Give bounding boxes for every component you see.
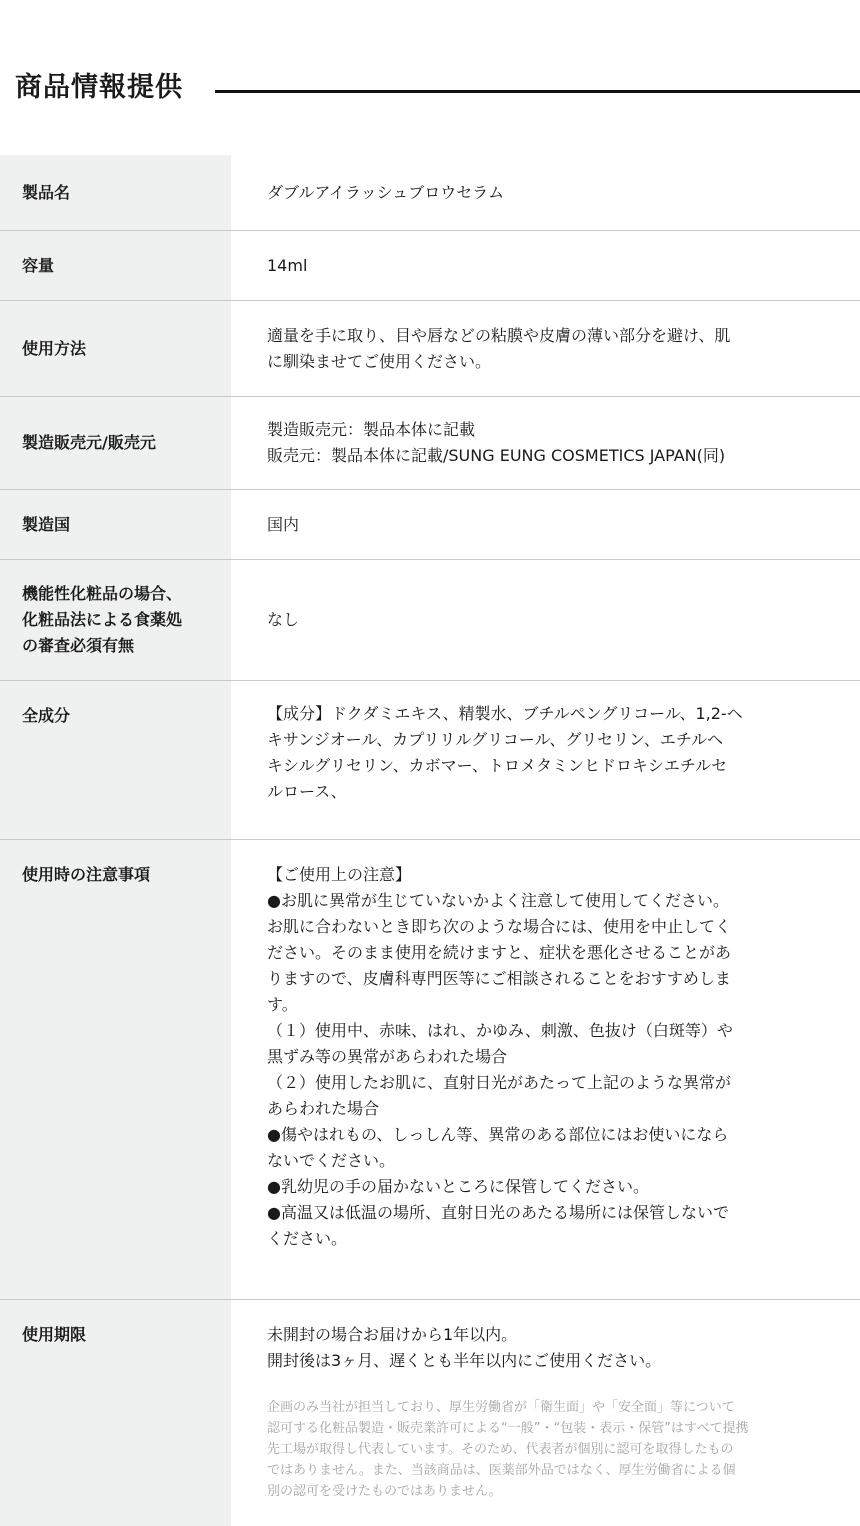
row-usage (0, 301, 860, 397)
row-ingredients (0, 681, 860, 840)
row-value: 製造販売元：製品本体に記載 販売元：製品本体に記載/SUNG EUNG COSMETICS JAPAN(同) (267, 420, 726, 465)
row-precautions (0, 840, 860, 1300)
row-value: 国内 (267, 514, 300, 534)
row-label: 使用期限 (0, 1300, 231, 1526)
row-functional-cosmetics (0, 560, 860, 681)
row-value: 【成分】ドクダミエキス、精製水、ブチルペングリコール、1,2-ヘ キサンジオール、カプリリルグリコール、グリセリン、エチルヘ キシルグリセリン、カボマー、トロメタミンヒドロキシエチルセ ルロース、 (267, 704, 743, 801)
row-value: 未開封の場合お届けから1年以内。 開封後は3ヶ月、遅くとも半年以内にご使用ください。 (267, 1325, 662, 1370)
row-country (0, 490, 860, 560)
row-value: 14ml (267, 255, 308, 275)
row-label: 製造国 (0, 490, 231, 559)
title-rule (215, 90, 860, 93)
row-expiry (0, 1300, 860, 1526)
row-value: 【ご使用上の注意】 ●お肌に異常が生じていないかよく注意して使用してください。 お肌に合わないとき即ち次のような場合には、使用を中止してく ださい。そのまま使用を続けますと、症状を悪化させることがあ りますので、皮膚科専門医等にご相談されることをおすすめしま す。 （１）使用中、赤味、はれ、かゆみ、刺激、色抜け（白斑等）や 黒ずみ等の異常があらわれた場合 （２）使用したお肌に、直射日光があたって上記のような異常が あらわれた場合 ●傷やはれもの、しっしん等、異常のある部位にはお使いになら ないでください。 ●乳幼児の手の届かないところに保管してください。 ●高温又は低温の場所、直射日光のあたる場所には保管しないで ください。 (267, 865, 733, 1248)
row-product-name (0, 155, 860, 231)
page-title: 商品情報提供 (15, 72, 183, 103)
row-label: 製造販売元/販売元 (0, 397, 231, 489)
row-volume (0, 231, 860, 301)
row-label: 使用方法 (0, 301, 231, 396)
row-value: なし (267, 610, 300, 629)
row-value: ダブルアイラッシュブロウセラム (267, 182, 505, 202)
row-manufacturer (0, 397, 860, 490)
product-info-table (0, 155, 860, 1526)
row-label: 使用時の注意事項 (0, 840, 231, 1299)
row-label: 全成分 (0, 681, 231, 839)
section-header (0, 0, 860, 155)
row-label: 機能性化粧品の場合、 化粧品法による食薬処 の審査必須有無 (0, 560, 231, 680)
row-label: 容量 (0, 231, 231, 300)
row-label: 製品名 (0, 155, 231, 230)
disclaimer-note: 企画のみ当社が担当しており、厚生労働省が「衛生面」や「安全面」等について 認可する化粧品製造・販売業許可による“一般”・“包装・表示・保管”はすべて提携 先工場が取得し代表しています。そのため、代表者が個別に認可を取得したもの ではありません。また、当該商品は、医薬部外品ではなく、厚生労働省による個 別の認可を受けたものではありません。 (267, 1400, 749, 1499)
row-value: 適量を手に取り、目や唇などの粘膜や皮膚の薄い部分を避け、肌 に馴染ませてご使用ください。 (267, 325, 731, 371)
